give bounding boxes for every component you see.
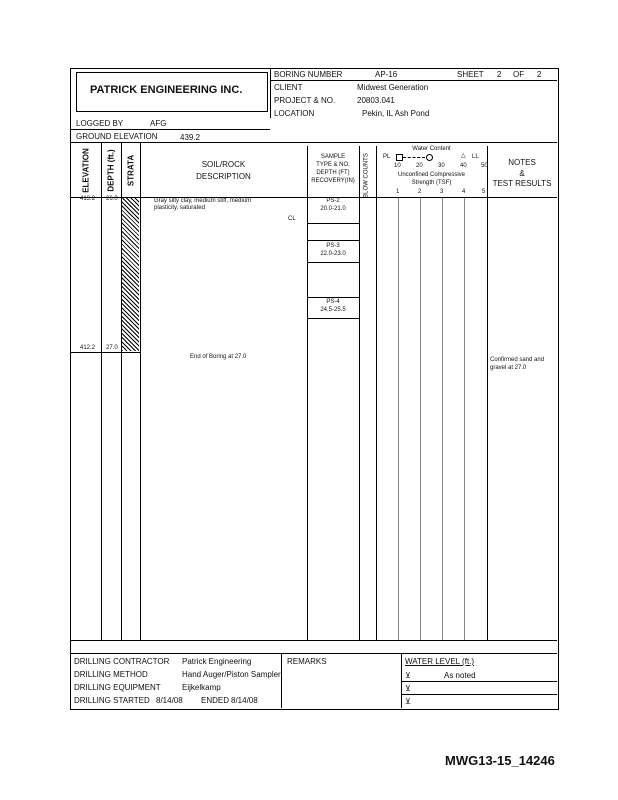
water-content-dashes	[403, 157, 425, 158]
grid-line	[420, 198, 421, 640]
scale-top-5: 50	[481, 163, 488, 169]
sample-rule	[307, 223, 359, 224]
soil-header-line2: DESCRIPTION	[196, 172, 251, 181]
boring-number: AP-16	[375, 70, 398, 79]
contractor-value: Patrick Engineering	[182, 657, 252, 666]
logged-by-rule	[70, 129, 270, 130]
bottom-depth: 27.0	[106, 345, 118, 351]
top-elevation: 413.2	[80, 196, 96, 202]
project-label: PROJECT & NO.	[274, 96, 336, 105]
footer-top-rule-2	[70, 653, 557, 654]
col-line-5	[359, 146, 360, 640]
strata-hatch	[122, 198, 139, 351]
scale-bottom-4: 4	[462, 189, 466, 195]
col-line-4	[307, 146, 308, 640]
client-value: Midwest Generation	[357, 83, 429, 92]
scale-bottom-2: 2	[418, 189, 422, 195]
scale-bottom-5: 5	[482, 189, 486, 195]
ended-value: 8/14/08	[231, 696, 258, 705]
scale-top-3: 30	[438, 163, 445, 169]
description-line2: plasticity, saturated	[154, 205, 205, 211]
client-label: CLIENT	[274, 83, 303, 92]
sample-depth: 24.5-25.5	[320, 307, 346, 313]
scale-top-4: 40	[460, 163, 467, 169]
logged-by-label: LOGGED BY	[76, 119, 124, 128]
sheet-label: SHEET	[457, 70, 484, 79]
scale-top-1: 10	[394, 163, 401, 169]
contractor-label: DRILLING CONTRACTOR	[74, 657, 170, 666]
scale-bottom-3: 3	[440, 189, 444, 195]
ground-elevation-value: 439.2	[180, 133, 201, 142]
water-level-label: WATER LEVEL (ft.)	[405, 657, 475, 666]
sample-depth: 22.0-23.0	[320, 251, 346, 257]
footer-top-rule	[70, 640, 557, 641]
grid-line	[442, 198, 443, 640]
sample-id: PS-3	[326, 243, 340, 249]
ground-elevation-label: GROUND ELEVATION	[76, 132, 158, 141]
grid-line	[464, 198, 465, 640]
method-label: DRILLING METHOD	[74, 670, 148, 679]
logged-by-value: AFG	[150, 119, 167, 128]
uscs-symbol: CL	[288, 216, 296, 222]
location-value: Pekin, IL Ash Pond	[362, 109, 430, 118]
sample-header-line1: SAMPLE	[320, 154, 346, 160]
ended-label: ENDED	[201, 696, 230, 705]
sample-rule	[307, 262, 359, 263]
started-value: 8/14/08	[156, 696, 183, 705]
remarks-label: REMARKS	[287, 657, 327, 666]
water-level-value: As noted	[444, 671, 476, 680]
sample-rule	[307, 297, 359, 298]
method-value: Hand Auger/Piston Sampler	[182, 670, 281, 679]
col-line-3	[140, 142, 141, 640]
grid-line	[398, 198, 399, 640]
sample-header-line2: TYPE & NO.	[316, 162, 350, 168]
triangle-icon: △	[461, 153, 466, 159]
project-value: 20803.041	[357, 96, 395, 105]
header-divider	[270, 68, 271, 118]
footer-divider-1	[281, 653, 282, 708]
water-content-header: Water Content	[412, 146, 451, 152]
pl-label: PL	[383, 154, 391, 160]
col-line-6	[376, 146, 377, 640]
soil-header-line1: SOIL/ROCK	[201, 160, 246, 169]
document-id: MWG13-15_14246	[445, 753, 555, 768]
sample-rule	[307, 318, 359, 319]
end-of-boring-rule	[70, 352, 140, 353]
sample-id: PS-4	[326, 299, 340, 305]
col-line-1	[101, 142, 102, 640]
equipment-label: DRILLING EQUIPMENT	[74, 683, 161, 692]
plastic-limit-symbol	[396, 154, 403, 161]
started-label: DRILLING STARTED	[74, 696, 150, 705]
depth-header: DEPTH (ft.)	[106, 149, 116, 192]
sample-header-line4: RECOVERY(IN)	[311, 178, 355, 184]
sheet-total: 2	[537, 70, 542, 79]
ll-label: LL	[472, 154, 479, 160]
blow-counts-header: BLOW COUNTS	[363, 153, 370, 198]
description-line1: Gray silty clay, medium stiff, medium	[154, 198, 252, 204]
sample-rule	[307, 240, 359, 241]
water-level-rule	[401, 694, 557, 695]
boring-number-label: BORING NUMBER	[274, 70, 343, 79]
notes-header-line3: TEST RESULTS	[492, 179, 552, 188]
notes-line1: Confirmed sand and	[490, 357, 545, 363]
col-line-7	[487, 146, 488, 640]
sample-depth: 20.0-21.0	[320, 206, 346, 212]
sheet-number: 2	[497, 70, 502, 79]
sample-id: PS-2	[326, 198, 340, 204]
sample-header-line3: DEPTH (FT)	[316, 170, 350, 176]
notes-header-line1: NOTES	[508, 158, 536, 167]
location-label: LOCATION	[274, 109, 315, 118]
ucs-header-line1: Unconfined Compressive	[397, 172, 466, 178]
water-level-symbol-2: ⊻	[405, 684, 411, 693]
scale-bottom-1: 1	[396, 189, 400, 195]
sheet-of: OF	[513, 70, 525, 79]
water-level-symbol-3: ⊻	[405, 697, 411, 706]
water-level-rule	[401, 681, 557, 682]
ucs-header-line2: Strength (TSF)	[411, 180, 452, 186]
end-of-boring: End of Boring at 27.0	[190, 354, 247, 360]
company-name: PATRICK ENGINEERING INC.	[90, 84, 243, 96]
notes-header-line2: &	[519, 169, 525, 178]
elevation-header: ELEVATION	[81, 148, 91, 193]
bottom-elevation: 412.2	[80, 345, 96, 351]
notes-line2: gravel at 27.0	[490, 365, 527, 371]
equipment-value: Eijkelkamp	[182, 683, 221, 692]
strata-header: STRATA	[126, 154, 136, 187]
scale-top-2: 20	[416, 163, 423, 169]
header-rule	[270, 80, 557, 81]
top-depth: 26.0	[106, 196, 118, 202]
table-top-rule	[70, 142, 557, 143]
water-content-circle	[426, 154, 433, 161]
water-level-symbol-1: ⊻	[405, 671, 411, 680]
